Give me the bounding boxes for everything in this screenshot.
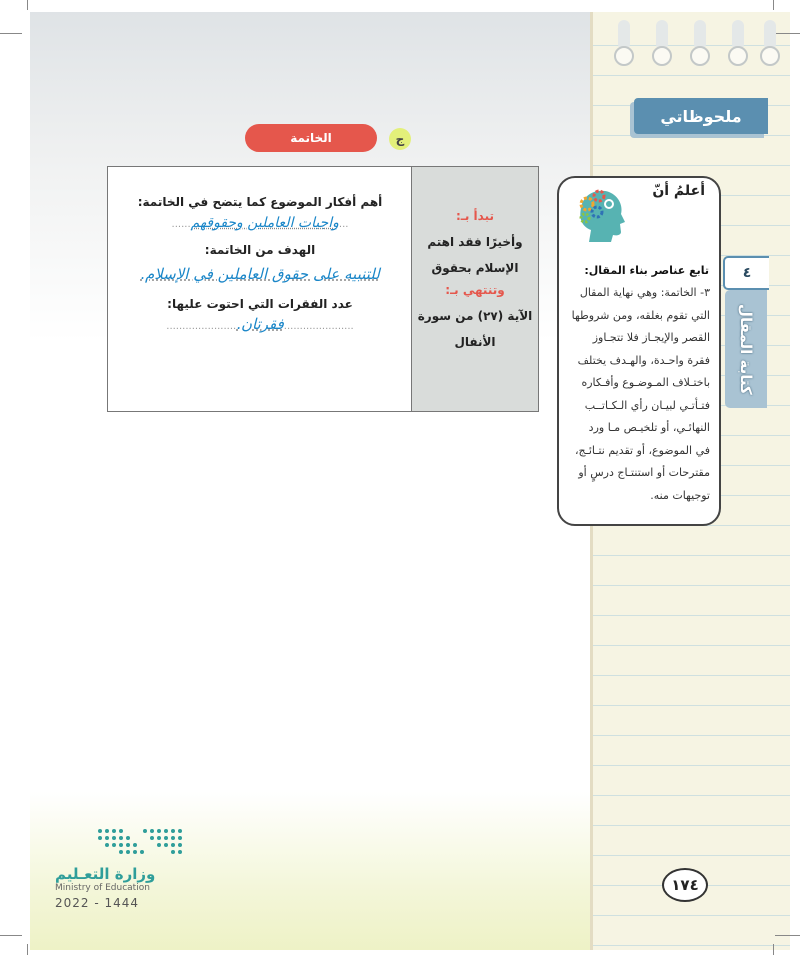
- info-line: مقترحات أو استنتـاج درسٍ أو: [578, 466, 710, 479]
- info-line: فتـأتـي لبيـان رأي الـكـاتــب: [584, 398, 710, 412]
- end-text-line: الآية (٢٧) من سورة: [417, 309, 533, 323]
- ministry-name-en: Ministry of Education: [55, 883, 150, 893]
- info-line: باختـلاف المـوضـوع وأفـكاره: [581, 376, 710, 389]
- end-text-line: الأنفال: [454, 335, 496, 349]
- unit-tab: [725, 290, 767, 408]
- binder-hole: [690, 46, 710, 66]
- section-letter: ج: [389, 128, 411, 150]
- crop-mark: [775, 33, 800, 34]
- ministry-name-ar: وزارة التعـليم: [55, 865, 156, 883]
- info-line: القصر والإيجـاز فلا تتجـاوز: [592, 331, 710, 344]
- q1-label: أهم أفكار الموضوع كما يتضح في الخاتمة:: [137, 195, 383, 209]
- unit-tab-label: كتابة المقال: [737, 303, 755, 395]
- unit-number: ٤: [723, 256, 769, 290]
- crop-mark: [773, 0, 774, 10]
- start-text-line: وأخيرًا فقد اهتم: [427, 235, 523, 249]
- page-sheet: [30, 12, 590, 950]
- info-line: التي تقوم بغلقه، ومن شروطها: [571, 308, 710, 322]
- ministry-logo: [55, 825, 195, 910]
- crop-mark: [775, 935, 800, 936]
- ministry-dots-icon: [55, 825, 195, 861]
- crop-mark: [0, 935, 22, 936]
- section-header: [245, 124, 425, 152]
- info-line: ٣- الخاتمة: وهي نهاية المقال: [579, 286, 710, 299]
- q2-label: الهدف من الخاتمة:: [204, 243, 316, 257]
- info-line: فقرة واحـدة، والهـدف يختلف: [577, 353, 710, 367]
- info-line: توجيهات منه.: [650, 488, 710, 502]
- ministry-year: 2022 - 1444: [55, 896, 140, 910]
- info-subheading: تابع عناصر بناء المقال:: [584, 264, 709, 277]
- analysis-column: [108, 167, 412, 411]
- q3-answer-line: ......................فقرتان.......................: [166, 315, 354, 333]
- q2-answer: للتنبيه على حقوق العاملين في الإسلام.: [140, 265, 380, 283]
- start-label: تبدأ بـ:: [455, 209, 495, 223]
- info-box: [557, 176, 721, 526]
- info-heading: أعلمُ أنّ: [652, 183, 705, 199]
- q1-answer: واجبات العاملين وحقوقهم: [190, 215, 339, 231]
- binder-hole: [614, 46, 634, 66]
- info-line: النهائـي، أو تلخيـص مـا ورد: [588, 421, 710, 434]
- crop-mark: [773, 944, 774, 955]
- binder-hole: [728, 46, 748, 66]
- crop-mark: [27, 944, 28, 955]
- crop-mark: [0, 33, 22, 34]
- q2-answer-line: [108, 265, 412, 283]
- binder-hole: [652, 46, 672, 66]
- binder-hole: [760, 46, 780, 66]
- page-number: ١٧٤: [662, 868, 708, 902]
- end-label: وتنتهي بـ:: [445, 283, 505, 297]
- q3-label: عدد الفقرات التي احتوت عليها:: [167, 297, 353, 311]
- start-end-column: [411, 167, 538, 411]
- info-line: في الموضوع، أو تقديم نتـائـج،: [574, 443, 710, 457]
- start-text-line: الإسلام بحقوق: [431, 261, 519, 275]
- q1-answer-line: ...واجبات العاملين وحقوقهم......: [171, 215, 349, 231]
- q3-answer: فقرتان.: [236, 315, 284, 333]
- crop-mark: [27, 0, 28, 10]
- section-title: الخاتمة: [245, 124, 377, 152]
- conclusion-table: [107, 166, 539, 412]
- info-body: [564, 282, 710, 507]
- head-gears-icon: [567, 182, 627, 246]
- notes-tab-label: ملحوظاتي: [660, 106, 742, 126]
- notes-tab: [634, 98, 768, 134]
